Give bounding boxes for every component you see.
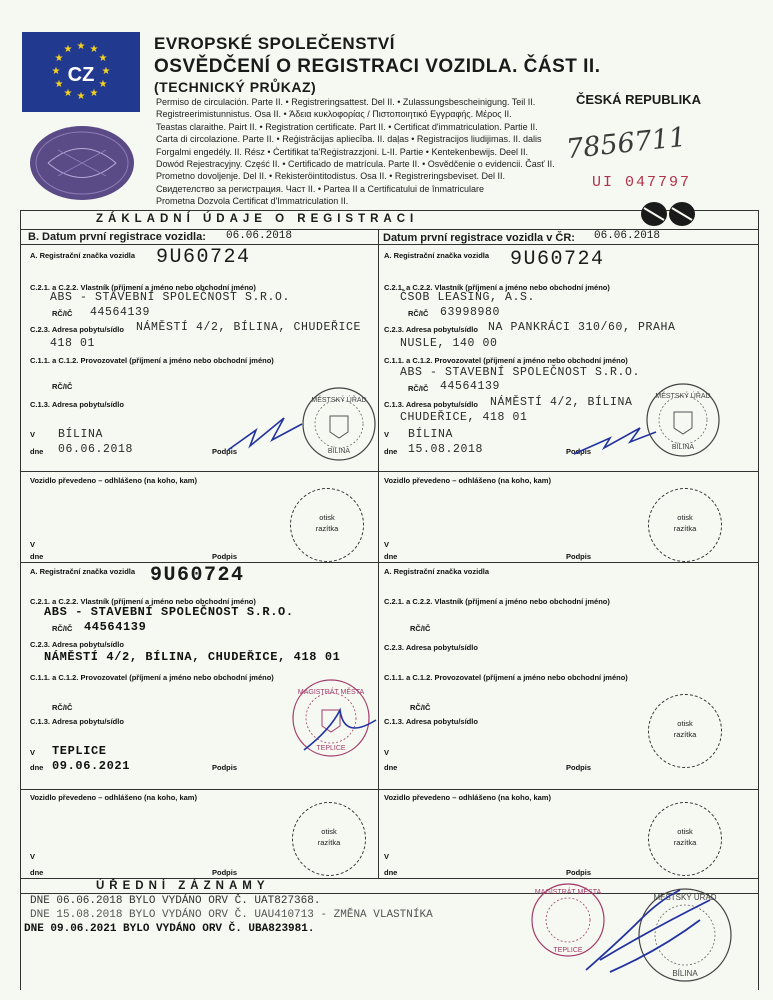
operator-label: C.1.1. a C.1.2. Provozovatel (příjmení a jméno nebo obchodní jméno) xyxy=(30,356,274,365)
reg-label-4: A. Registrační značka vozidla xyxy=(384,567,490,576)
owner-label: C.2.1. a C.2.2. Vlastník (příjmení a jméno nebo obchodní jméno) xyxy=(30,283,256,292)
translations-block: Permiso de circulación. Parte II. • Registreringsattest. Del II. • Zulassungsbescheinigung. Teil II. Registreerimistunnistus. Osa II. • Άδεια κυκλοφορίας / Πιστοποιητικό Εγγραφής. Μέρος II. Teastas claraithe. Pairt II. • Registration certificate. Part II. • Certificat d'immatriculation. Partie II. Carta di circolazione. Parte II. • Reģistrācijas apliecība. II. daļas • Registracijos liudijimas. II. dalis Forgalmi engedély. II. Rész • Ċertifikat ta'Reġistrazzjoni. L-II. Partie • Kentekenbewijs. Deel II. Dowód Rejestracyjny. Część II. • Certificado de matrícula. Parte II. • Osvědčenie o evidencii. Časť II. Prometno dovoljenje. Del II. • Rekisteröintitodistus. Osa II. • Registreringsbeviset. Del II. Свидетелство за регистрация. Част II. • Partea II a Certificatului de înmatriculare Prometna Dozvola Certificat d'Immatriculation II. xyxy=(156,97,555,207)
stamp-placeholder-4: otisk razítka xyxy=(648,694,722,768)
stamp-placeholder-1: otisk razítka xyxy=(290,488,364,562)
b-value: 06.06.2018 xyxy=(226,230,293,242)
title-line-1: EVROPSKÉ SPOLEČENSTVÍ xyxy=(154,34,395,53)
transfer-place-label-4: V xyxy=(384,852,390,861)
svg-text:★: ★ xyxy=(76,41,86,52)
box3-owner: ABS - STAVEBNÍ SPOLEČNOST S.R.O. xyxy=(44,605,294,619)
transfer-date-label-1: dne xyxy=(30,552,44,561)
stamp-4-bottom-text: TEPLICE xyxy=(553,947,583,954)
stamp-3-top-text: MAGISTRÁT MĚSTA xyxy=(297,689,365,696)
box1-owner-ic: 44564139 xyxy=(90,306,151,319)
official-stamp-bilina-2 xyxy=(640,380,726,460)
operator-address-label-2: C.1.3. Adresa pobytu/sídlo xyxy=(384,400,478,409)
handwritten-number: 7856711 xyxy=(564,121,688,166)
svg-text:★: ★ xyxy=(51,66,61,77)
date-label: dne xyxy=(30,447,44,456)
address-label-2: C.2.3. Adresa pobytu/sídlo xyxy=(384,325,478,334)
record-line-2: DNE 15.08.2018 BYLO VYDÁNO ORV Č. UAU410713 - ZMĚNA VLASTNÍKA xyxy=(30,909,433,921)
owner-label-3: C.2.1. a C.2.2. Vlastník (příjmení a jméno nebo obchodní jméno) xyxy=(30,597,256,606)
date-label-2: dne xyxy=(384,447,398,456)
svg-text:★: ★ xyxy=(101,66,111,77)
svg-text:★: ★ xyxy=(54,79,64,90)
rcic-label-3: RČ/IČ xyxy=(52,624,73,633)
date-label-3: dne xyxy=(30,763,44,772)
rcic-label: RČ/IČ xyxy=(52,309,73,318)
operator-rcic-label-3: RČ/IČ xyxy=(52,703,73,712)
stamp-4-top-text: MAGISTRÁT MĚSTA xyxy=(534,889,602,896)
box1-date: 06.06.2018 xyxy=(58,443,134,456)
box3-owner-ic: 44564139 xyxy=(84,620,147,634)
crossed-seal-mark xyxy=(640,200,698,228)
svg-text:★: ★ xyxy=(63,88,73,99)
transfer-signature-label-3: Podpis xyxy=(212,868,238,877)
box2-reg-number: 9U60724 xyxy=(510,248,605,271)
place-label: V xyxy=(30,430,36,439)
country-code: CZ xyxy=(67,64,95,86)
transfer-date-label-3: dne xyxy=(30,868,44,877)
box3-place: TEPLICE xyxy=(52,744,107,758)
svg-text:★: ★ xyxy=(63,44,73,55)
rcic-label-4: RČ/IČ xyxy=(410,624,431,633)
box1-reg-number: 9U60724 xyxy=(156,246,251,269)
holographic-seal-icon xyxy=(28,124,136,202)
box1-owner-address-2: 418 01 xyxy=(50,337,96,350)
transfer-place-label-3: V xyxy=(30,852,36,861)
place-label-3: V xyxy=(30,748,36,757)
rcic-label-2: RČ/IČ xyxy=(408,309,429,318)
stamp-2-bottom-text: BÍLINA xyxy=(671,444,695,451)
stamp-1-bottom-text: BÍLINA xyxy=(327,448,351,455)
official-stamp-bilina-1 xyxy=(296,384,382,464)
reg-label: A. Registrační značka vozidla xyxy=(30,251,136,260)
reg-label-3: A. Registrační značka vozidla xyxy=(30,567,136,576)
stamp-placeholder-2: otisk razítka xyxy=(648,488,722,562)
transfer-label-3: Vozidlo převedeno – odhlášeno (na koho, kam) xyxy=(30,793,197,802)
owner-label-4: C.2.1. a C.2.2. Vlastník (příjmení a jméno nebo obchodní jméno) xyxy=(384,597,610,606)
svg-text:★: ★ xyxy=(89,88,99,99)
signature-label: Podpis xyxy=(212,447,238,456)
cr-label: Datum první registrace vozidla v ČR: xyxy=(383,232,575,244)
owner-label-2: C.2.1. a C.2.2. Vlastník (příjmení a jméno nebo obchodní jméno) xyxy=(384,283,610,292)
box3-owner-address: NÁMĚSTÍ 4/2, BÍLINA, CHUDEŘICE, 418 01 xyxy=(44,650,341,664)
transfer-signature-label-2: Podpis xyxy=(566,552,592,561)
cr-value: 06.06.2018 xyxy=(594,230,661,242)
place-label-4: V xyxy=(384,748,390,757)
box3-date: 09.06.2021 xyxy=(52,759,131,773)
serial-number: UI 047797 xyxy=(592,174,692,191)
stamp-1-top-text: MĚSTSKÝ ÚŘAD xyxy=(311,397,367,404)
date-label-4: dne xyxy=(384,763,398,772)
stamp-placeholder-3: otisk razítka xyxy=(292,802,366,876)
transfer-place-label-1: V xyxy=(30,540,36,549)
place-label-2: V xyxy=(384,430,390,439)
stamp-5-bottom-text: BÍLINA xyxy=(672,969,698,978)
record-line-3: DNE 09.06.2021 BYLO VYDÁNO ORV Č. UBA823981. xyxy=(24,923,315,935)
svg-text:★: ★ xyxy=(98,53,108,64)
box1-place: BÍLINA xyxy=(58,428,104,441)
reg-label-2: A. Registrační značka vozidla xyxy=(384,251,490,260)
box2-operator-ic: 44564139 xyxy=(440,380,501,393)
address-label-4: C.2.3. Adresa pobytu/sídlo xyxy=(384,643,478,652)
operator-label-3: C.1.1. a C.1.2. Provozovatel (příjmení a jméno nebo obchodní jméno) xyxy=(30,673,274,682)
stamp-2-top-text: MĚSTSKÝ ÚŘAD xyxy=(655,393,711,400)
box2-owner-address-2: NUSLE, 140 00 xyxy=(400,337,498,350)
signature-1 xyxy=(226,410,306,465)
transfer-label-1: Vozidlo převedeno – odhlášeno (na koho, kam) xyxy=(30,476,197,485)
operator-address-label-3: C.1.3. Adresa pobytu/sídlo xyxy=(30,717,124,726)
title-line-2: OSVĚDČENÍ O REGISTRACI VOZIDLA. ČÁST II. xyxy=(154,56,601,77)
transfer-signature-label-1: Podpis xyxy=(212,552,238,561)
country-name: ČESKÁ REPUBLIKA xyxy=(576,92,701,107)
operator-label-2: C.1.1. a C.1.2. Provozovatel (příjmení a jméno nebo obchodní jméno) xyxy=(384,356,628,365)
box2-owner-ic: 63998980 xyxy=(440,306,501,319)
box2-owner: ČSOB LEASING, A.S. xyxy=(400,291,536,304)
transfer-label-4: Vozidlo převedeno – odhlášeno (na koho, kam) xyxy=(384,793,551,802)
svg-text:★: ★ xyxy=(54,53,64,64)
operator-rcic-label-2: RČ/IČ xyxy=(408,384,429,393)
signature-records xyxy=(580,880,720,985)
operator-label-4: C.1.1. a C.1.2. Provozovatel (příjmení a jméno nebo obchodní jméno) xyxy=(384,673,628,682)
stamp-placeholder-5: otisk razítka xyxy=(648,802,722,876)
svg-text:★: ★ xyxy=(89,44,99,55)
address-label: C.2.3. Adresa pobytu/sídlo xyxy=(30,325,124,334)
box2-date: 15.08.2018 xyxy=(408,443,484,456)
transfer-date-label-2: dne xyxy=(384,552,398,561)
transfer-signature-label-4: Podpis xyxy=(566,868,592,877)
signature-3 xyxy=(300,700,380,765)
transfer-label-2: Vozidlo převedeno – odhlášeno (na koho, kam) xyxy=(384,476,551,485)
signature-label-3: Podpis xyxy=(212,763,238,772)
signature-label-4: Podpis xyxy=(566,763,592,772)
operator-address-label-4: C.1.3. Adresa pobytu/sídlo xyxy=(384,717,478,726)
records-title: ÚŘEDNÍ ZÁZNAMY xyxy=(96,880,270,892)
box2-owner-address-1: NA PANKRÁCI 310/60, PRAHA xyxy=(488,321,676,334)
operator-rcic-label-4: RČ/IČ xyxy=(410,703,431,712)
signature-label-2: Podpis xyxy=(566,447,592,456)
box2-operator-address-2: CHUDEŘICE, 418 01 xyxy=(400,411,528,424)
address-label-3: C.2.3. Adresa pobytu/sídlo xyxy=(30,640,124,649)
record-line-1: DNE 06.06.2018 BYLO VYDÁNO ORV Č. UAT827368. xyxy=(30,895,321,907)
transfer-date-label-4: dne xyxy=(384,868,398,877)
eu-flag-logo xyxy=(22,32,140,112)
box1-owner-address-1: NÁMĚSTÍ 4/2, BÍLINA, CHUDEŘICE xyxy=(136,321,362,334)
stamp-3-bottom-text: TEPLICE xyxy=(316,745,346,752)
b-label: B. Datum první registrace vozidla: xyxy=(28,231,206,243)
stamp-5-top-text: MĚSTSKÝ ÚŘAD xyxy=(653,893,717,902)
box2-operator: ABS - STAVEBNÍ SPOLEČNOST S.R.O. xyxy=(400,366,641,379)
title-line-3: (TECHNICKÝ PRŮKAZ) xyxy=(154,79,317,95)
operator-address-label: C.1.3. Adresa pobytu/sídlo xyxy=(30,400,124,409)
box3-reg-number: 9U60724 xyxy=(150,564,245,587)
box1-owner: ABS - STAVEBNÍ SPOLEČNOST S.R.O. xyxy=(50,291,291,304)
svg-text:★: ★ xyxy=(76,91,86,102)
transfer-place-label-2: V xyxy=(384,540,390,549)
box2-place: BÍLINA xyxy=(408,428,454,441)
box2-operator-address-1: NÁMĚSTÍ 4/2, BÍLINA xyxy=(490,396,633,409)
svg-text:★: ★ xyxy=(98,79,108,90)
operator-rcic-label: RČ/IČ xyxy=(52,382,73,391)
section-title: ZÁKLADNÍ ÚDAJE O REGISTRACI xyxy=(96,213,419,225)
